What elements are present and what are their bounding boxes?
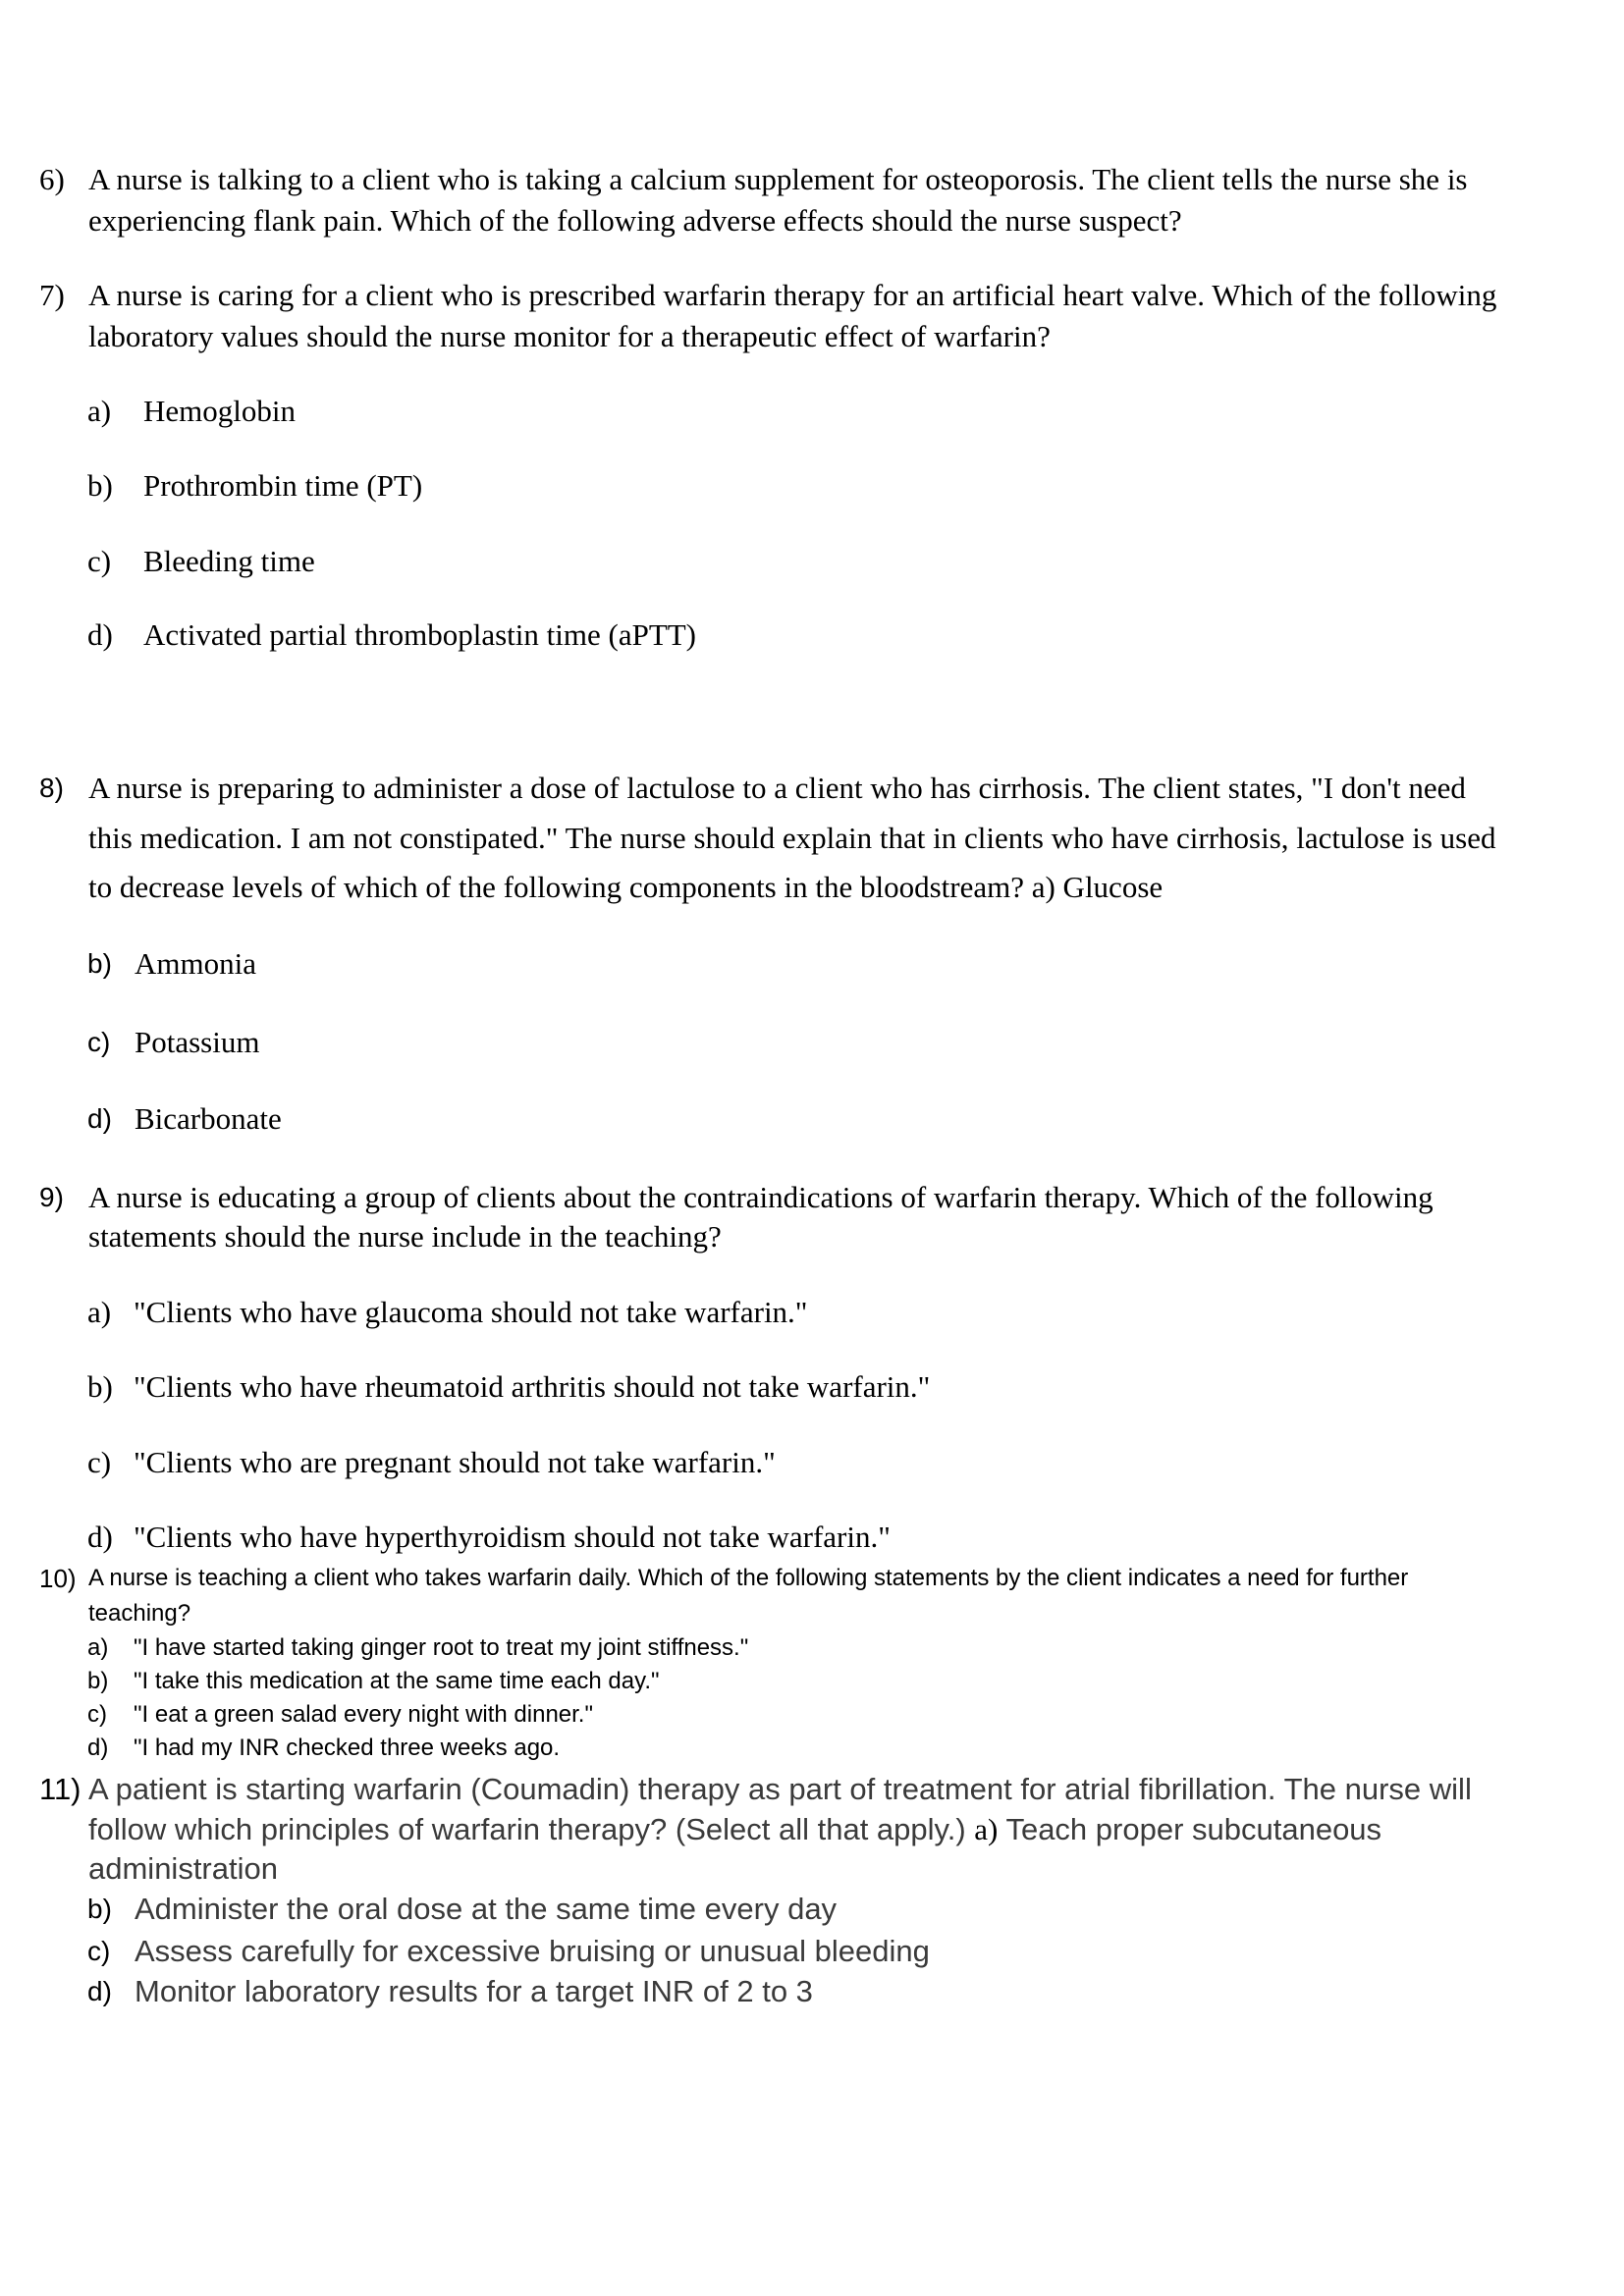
question-text-line [88, 1810, 1381, 1849]
question-text: A patient is starting warfarin (Coumadin) therapy as part of treatment for atrial fibrillation. The nurse will [88, 1772, 1472, 1806]
option-text: Potassium [135, 1025, 260, 1059]
option-text: "Clients who have glaucoma should not take warfarin." [134, 1295, 808, 1329]
option-text: "Clients who are pregnant should not take warfarin." [134, 1445, 776, 1479]
question-number: 9) [39, 1182, 64, 1212]
option-text: "I have started taking ginger root to treat my joint stiffness." [134, 1634, 749, 1661]
option-letter: c) [87, 1027, 111, 1057]
option-text: Bicarbonate [135, 1101, 282, 1136]
option-letter: b) [87, 468, 113, 503]
option-text: "I eat a green salad every night with dinner." [134, 1701, 593, 1728]
option-text: "I take this medication at the same time each day." [134, 1668, 660, 1694]
option-letter: b) [87, 1894, 112, 1924]
question-number: 7) [39, 278, 65, 312]
question-text: follow which principles of warfarin therapy? (Select all that apply.) [88, 1812, 966, 1846]
option-letter: d) [87, 1520, 113, 1554]
question-text: this medication. I am not constipated." The nurse should explain that in clients who have cirrhosis, lactulose is used [88, 821, 1496, 855]
option-letter: b) [87, 1369, 113, 1404]
option-letter: d) [87, 1976, 112, 2006]
option-text: Administer the oral dose at the same time every day [135, 1892, 838, 1926]
option-letter: c) [87, 1936, 111, 1966]
option-letter: c) [87, 1701, 107, 1728]
option-letter: a) [87, 1295, 112, 1329]
question-number: 10) [39, 1564, 77, 1593]
option-letter: c) [87, 1445, 112, 1479]
option-text: Prothrombin time (PT) [143, 468, 423, 503]
option-letter: d) [87, 617, 113, 652]
question-text: A nurse is educating a group of clients about the contraindications of warfarin therapy. Which of the following [88, 1180, 1434, 1214]
option-letter: d) [87, 1103, 112, 1134]
question-number: 8) [39, 773, 64, 803]
option-text: Ammonia [135, 946, 256, 981]
option-text: Assess carefully for excessive bruising or unusual bleeding [135, 1934, 930, 1968]
option-letter: a) [87, 1634, 109, 1661]
option-letter: d) [87, 1735, 109, 1761]
question-text: statements should the nurse include in the teaching? [88, 1219, 722, 1254]
question-text: A nurse is teaching a client who takes warfarin daily. Which of the following statements by the client indicates a need for further [88, 1565, 1409, 1591]
option-letter: a) [974, 1812, 999, 1846]
option-text-continued: administration [88, 1851, 278, 1886]
question-number: 11) [39, 1772, 81, 1806]
option-text: "Clients who have hyperthyroidism should not take warfarin." [134, 1520, 891, 1554]
question-text: teaching? [88, 1600, 191, 1627]
option-letter: c) [87, 544, 112, 578]
option-letter: b) [87, 948, 112, 979]
option-text: Monitor laboratory results for a target INR of 2 to 3 [135, 1974, 813, 2008]
option-text: "Clients who have rheumatoid arthritis should not take warfarin." [134, 1369, 931, 1404]
option-text: Hemoglobin [143, 394, 296, 428]
question-text: to decrease levels of which of the following components in the bloodstream? a) Glucose [88, 870, 1164, 904]
option-letter: a) [87, 394, 112, 428]
question-text: A nurse is preparing to administer a dose of lactulose to a client who has cirrhosis. The client states, "I don't need [88, 771, 1466, 805]
option-text: Activated partial thromboplastin time (aPTT) [143, 617, 697, 652]
option-text: "I had my INR checked three weeks ago. [134, 1735, 561, 1761]
question-number: 6) [39, 162, 65, 196]
question-text: experiencing flank pain. Which of the following adverse effects should the nurse suspect? [88, 203, 1182, 238]
question-text: A nurse is talking to a client who is taking a calcium supplement for osteoporosis. The client tells the nurse she is [88, 162, 1468, 196]
question-text: laboratory values should the nurse monitor for a therapeutic effect of warfarin? [88, 319, 1051, 353]
question-text: A nurse is caring for a client who is prescribed warfarin therapy for an artificial heart valve. Which of the following [88, 278, 1497, 312]
option-text: Teach proper subcutaneous [1005, 1812, 1382, 1846]
option-text: Bleeding time [143, 544, 315, 578]
option-letter: b) [87, 1668, 109, 1694]
